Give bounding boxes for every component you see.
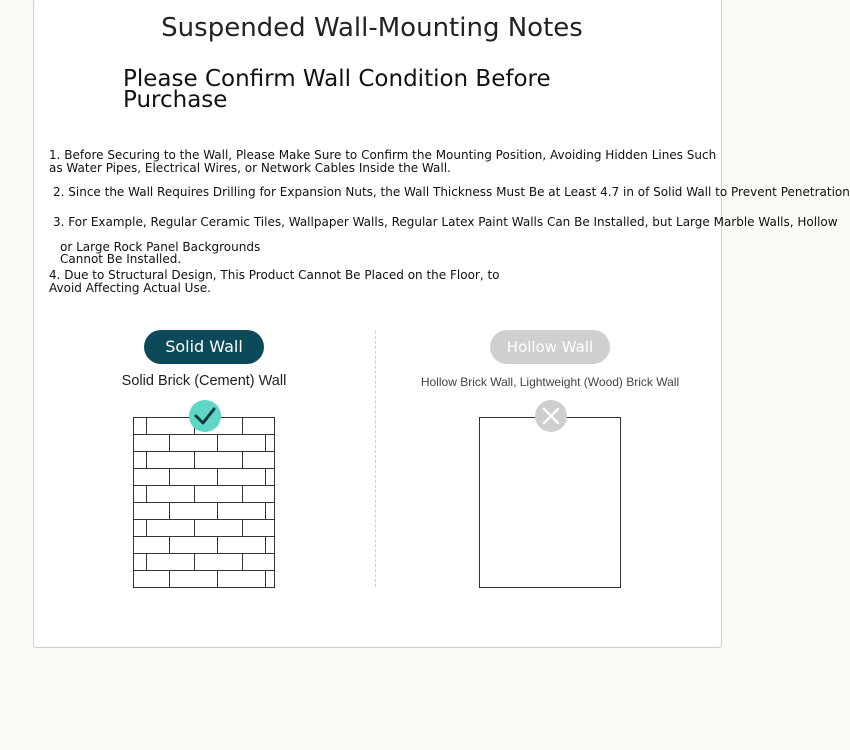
note-2: 2. Since the Wall Requires Drilling for Expansion Nuts, the Wall Thickness Must Be at Least 4.7 in of Solid Wall to Prevent Penetration	[53, 185, 850, 199]
solid-wall-caption: Solid Brick (Cement) Wall	[121, 373, 287, 389]
note-3-line-1: 3. For Example, Regular Ceramic Tiles, Wallpaper Walls, Regular Latex Paint Walls Can Be Installed, but Large Marble Walls, Hollow	[53, 215, 838, 229]
section-divider	[375, 331, 376, 587]
page-title: Suspended Wall-Mounting Notes	[161, 13, 583, 43]
solid-brick-wall-illustration	[133, 417, 276, 589]
note-3-line-3: Cannot Be Installed.	[60, 252, 182, 266]
note-1-line-1: 1. Before Securing to the Wall, Please Make Sure to Confirm the Mounting Position, Avoiding Hidden Lines Such	[49, 148, 717, 162]
close-icon	[535, 400, 567, 432]
page-subtitle: Please Confirm Wall Condition Before Purchase	[123, 66, 551, 113]
note-4-line-2: Avoid Affecting Actual Use.	[49, 281, 211, 295]
check-icon	[189, 400, 221, 432]
note-3-line-2: or Large Rock Panel Backgrounds	[60, 240, 261, 254]
hollow-wall-illustration	[479, 417, 622, 589]
notes-card	[33, 0, 850, 648]
note-4-line-1: 4. Due to Structural Design, This Product Cannot Be Placed on the Floor, to	[49, 268, 500, 282]
hollow-wall-badge: Hollow Wall	[490, 330, 610, 364]
solid-wall-badge: Solid Wall	[144, 330, 264, 364]
hollow-wall-caption: Hollow Brick Wall, Lightweight (Wood) Brick Wall	[420, 375, 680, 389]
note-1-line-2: as Water Pipes, Electrical Wires, or Network Cables Inside the Wall.	[49, 161, 451, 175]
